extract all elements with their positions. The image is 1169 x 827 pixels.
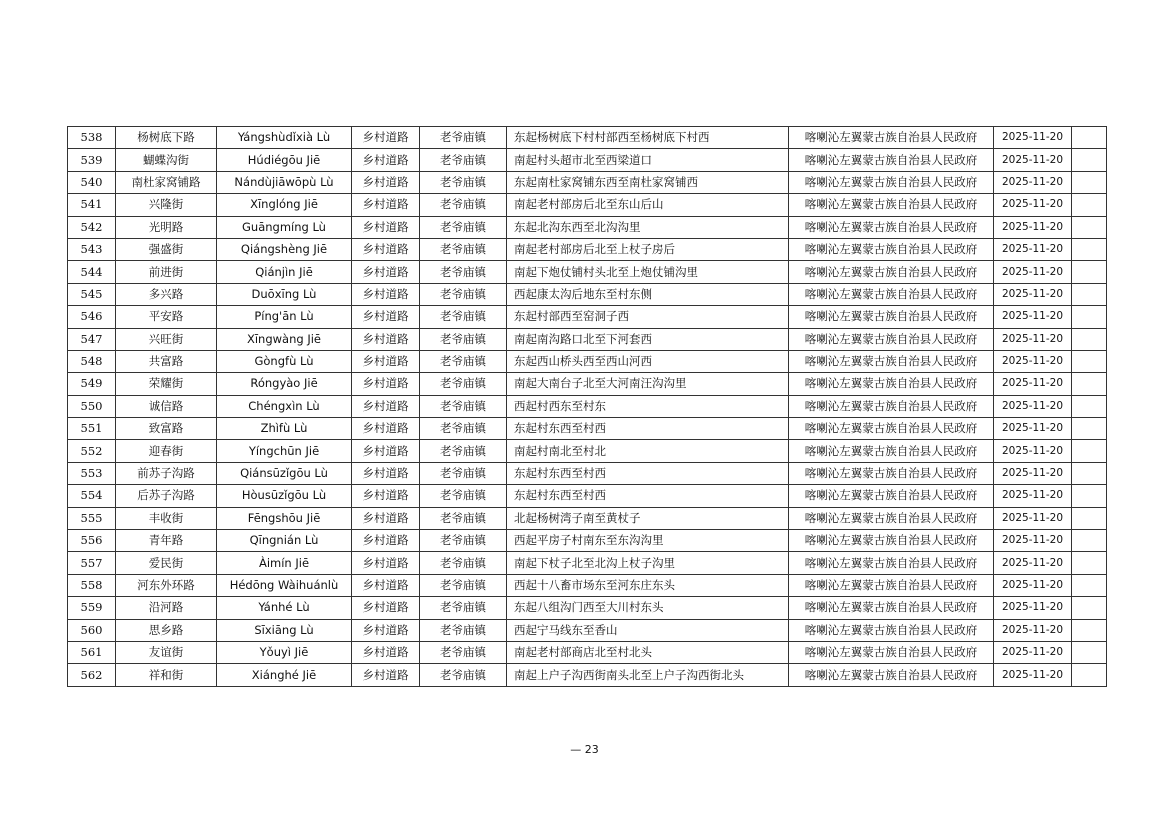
road-type-cell: 乡村道路 [352,149,420,171]
approval-date-cell: 2025-11-20 [994,171,1072,193]
road-name-cell: 祥和街 [116,664,217,686]
table-row [68,328,1107,350]
table-row [68,350,1107,372]
town-name-cell: 老爷庙镇 [420,418,507,440]
road-pinyin-cell: Àimín Jiē [217,552,352,574]
road-description-cell: 东起南杜家窝铺东西至南杜家窝铺西 [507,171,789,193]
row-number-cell: 558 [68,574,116,596]
table-row [68,306,1107,328]
town-name-cell: 老爷庙镇 [420,619,507,641]
row-number-cell: 561 [68,641,116,663]
road-name-cell: 强盛街 [116,238,217,260]
road-description-cell: 南起村南北至村北 [507,440,789,462]
road-type-cell: 乡村道路 [352,462,420,484]
notes-cell [1072,440,1107,462]
row-number-cell: 556 [68,530,116,552]
road-type-cell: 乡村道路 [352,664,420,686]
town-name-cell: 老爷庙镇 [420,373,507,395]
road-description-cell: 东起村东西至村西 [507,462,789,484]
row-number-cell: 560 [68,619,116,641]
road-name-cell: 多兴路 [116,283,217,305]
approving-authority-cell: 喀喇沁左翼蒙古族自治县人民政府 [789,216,994,238]
row-number-cell: 557 [68,552,116,574]
road-pinyin-cell: Hédōng Wàihuánlù [217,574,352,596]
row-number-cell: 540 [68,171,116,193]
approving-authority-cell: 喀喇沁左翼蒙古族自治县人民政府 [789,440,994,462]
road-type-cell: 乡村道路 [352,507,420,529]
row-number-cell: 555 [68,507,116,529]
table-row [68,418,1107,440]
road-pinyin-cell: Nándùjiāwōpù Lù [217,171,352,193]
table-row [68,507,1107,529]
approving-authority-cell: 喀喇沁左翼蒙古族自治县人民政府 [789,283,994,305]
road-name-cell: 杨树底下路 [116,127,217,149]
town-name-cell: 老爷庙镇 [420,462,507,484]
approving-authority-cell: 喀喇沁左翼蒙古族自治县人民政府 [789,485,994,507]
road-name-cell: 前进街 [116,261,217,283]
road-pinyin-cell: Guāngmíng Lù [217,216,352,238]
approving-authority-cell: 喀喇沁左翼蒙古族自治县人民政府 [789,149,994,171]
road-description-cell: 东起杨树底下村村部西至杨树底下村西 [507,127,789,149]
table-row [68,127,1107,149]
town-name-cell: 老爷庙镇 [420,530,507,552]
road-description-cell: 东起西山桥头西至西山河西 [507,350,789,372]
approval-date-cell: 2025-11-20 [994,440,1072,462]
approving-authority-cell: 喀喇沁左翼蒙古族自治县人民政府 [789,328,994,350]
approval-date-cell: 2025-11-20 [994,306,1072,328]
notes-cell [1072,462,1107,484]
approval-date-cell: 2025-11-20 [994,619,1072,641]
table-row [68,216,1107,238]
approving-authority-cell: 喀喇沁左翼蒙古族自治县人民政府 [789,194,994,216]
road-pinyin-cell: Yíngchūn Jiē [217,440,352,462]
approval-date-cell: 2025-11-20 [994,127,1072,149]
road-description-cell: 西起康太沟后地东至村东侧 [507,283,789,305]
table-row [68,373,1107,395]
table-body [68,127,1107,687]
road-type-cell: 乡村道路 [352,350,420,372]
road-type-cell: 乡村道路 [352,171,420,193]
approval-date-cell: 2025-11-20 [994,552,1072,574]
road-description-cell: 南起村头超市北至西梁道口 [507,149,789,171]
approval-date-cell: 2025-11-20 [994,418,1072,440]
approving-authority-cell: 喀喇沁左翼蒙古族自治县人民政府 [789,597,994,619]
town-name-cell: 老爷庙镇 [420,574,507,596]
row-number-cell: 549 [68,373,116,395]
approving-authority-cell: 喀喇沁左翼蒙古族自治县人民政府 [789,507,994,529]
row-number-cell: 546 [68,306,116,328]
approving-authority-cell: 喀喇沁左翼蒙古族自治县人民政府 [789,171,994,193]
road-description-cell: 南起上户子沟西街南头北至上户子沟西街北头 [507,664,789,686]
notes-cell [1072,238,1107,260]
row-number-cell: 538 [68,127,116,149]
approving-authority-cell: 喀喇沁左翼蒙古族自治县人民政府 [789,261,994,283]
road-type-cell: 乡村道路 [352,395,420,417]
row-number-cell: 542 [68,216,116,238]
road-name-cell: 兴旺街 [116,328,217,350]
approving-authority-cell: 喀喇沁左翼蒙古族自治县人民政府 [789,552,994,574]
approval-date-cell: 2025-11-20 [994,216,1072,238]
road-name-cell: 荣耀街 [116,373,217,395]
road-description-cell: 东起北沟东西至北沟沟里 [507,216,789,238]
table-row [68,664,1107,686]
notes-cell [1072,530,1107,552]
notes-cell [1072,306,1107,328]
road-name-cell: 河东外环路 [116,574,217,596]
road-name-cell: 兴隆街 [116,194,217,216]
row-number-cell: 548 [68,350,116,372]
notes-cell [1072,127,1107,149]
road-name-cell: 平安路 [116,306,217,328]
road-name-cell: 迎春街 [116,440,217,462]
row-number-cell: 543 [68,238,116,260]
notes-cell [1072,328,1107,350]
approval-date-cell: 2025-11-20 [994,641,1072,663]
town-name-cell: 老爷庙镇 [420,552,507,574]
road-type-cell: 乡村道路 [352,194,420,216]
notes-cell [1072,507,1107,529]
table-row [68,283,1107,305]
approval-date-cell: 2025-11-20 [994,462,1072,484]
road-type-cell: 乡村道路 [352,485,420,507]
notes-cell [1072,261,1107,283]
road-name-cell: 诚信路 [116,395,217,417]
table-row [68,194,1107,216]
road-pinyin-cell: Píng'ān Lù [217,306,352,328]
road-description-cell: 南起大南台子北至大河南汪沟沟里 [507,373,789,395]
road-name-cell: 致富路 [116,418,217,440]
town-name-cell: 老爷庙镇 [420,216,507,238]
road-pinyin-cell: Xiánghé Jiē [217,664,352,686]
road-type-cell: 乡村道路 [352,440,420,462]
road-name-cell: 后苏子沟路 [116,485,217,507]
road-type-cell: 乡村道路 [352,216,420,238]
road-description-cell: 南起南沟路口北至下河套西 [507,328,789,350]
road-type-cell: 乡村道路 [352,261,420,283]
approval-date-cell: 2025-11-20 [994,530,1072,552]
road-pinyin-cell: Yángshùdǐxià Lù [217,127,352,149]
approving-authority-cell: 喀喇沁左翼蒙古族自治县人民政府 [789,619,994,641]
row-number-cell: 552 [68,440,116,462]
table-row [68,171,1107,193]
approval-date-cell: 2025-11-20 [994,395,1072,417]
road-pinyin-cell: Húdiégōu Jiē [217,149,352,171]
approval-date-cell: 2025-11-20 [994,373,1072,395]
approval-date-cell: 2025-11-20 [994,238,1072,260]
approval-date-cell: 2025-11-20 [994,149,1072,171]
notes-cell [1072,485,1107,507]
approval-date-cell: 2025-11-20 [994,283,1072,305]
approving-authority-cell: 喀喇沁左翼蒙古族自治县人民政府 [789,574,994,596]
town-name-cell: 老爷庙镇 [420,440,507,462]
approval-date-cell: 2025-11-20 [994,574,1072,596]
place-name-table-container [67,126,1107,687]
road-type-cell: 乡村道路 [352,552,420,574]
road-pinyin-cell: Qīngnián Lù [217,530,352,552]
town-name-cell: 老爷庙镇 [420,261,507,283]
road-name-cell: 共富路 [116,350,217,372]
road-name-cell: 爱民街 [116,552,217,574]
approving-authority-cell: 喀喇沁左翼蒙古族自治县人民政府 [789,350,994,372]
road-name-cell: 友谊街 [116,641,217,663]
road-name-cell: 南杜家窝铺路 [116,171,217,193]
road-description-cell: 西起村西东至村东 [507,395,789,417]
approval-date-cell: 2025-11-20 [994,507,1072,529]
approving-authority-cell: 喀喇沁左翼蒙古族自治县人民政府 [789,395,994,417]
road-name-cell: 前苏子沟路 [116,462,217,484]
town-name-cell: 老爷庙镇 [420,395,507,417]
road-description-cell: 西起平房子村南东至东沟沟里 [507,530,789,552]
road-type-cell: 乡村道路 [352,283,420,305]
notes-cell [1072,216,1107,238]
approving-authority-cell: 喀喇沁左翼蒙古族自治县人民政府 [789,462,994,484]
town-name-cell: 老爷庙镇 [420,641,507,663]
town-name-cell: 老爷庙镇 [420,664,507,686]
road-description-cell: 东起村东西至村西 [507,485,789,507]
town-name-cell: 老爷庙镇 [420,238,507,260]
notes-cell [1072,373,1107,395]
notes-cell [1072,552,1107,574]
table-row [68,395,1107,417]
road-pinyin-cell: Zhìfù Lù [217,418,352,440]
road-type-cell: 乡村道路 [352,238,420,260]
row-number-cell: 551 [68,418,116,440]
approval-date-cell: 2025-11-20 [994,194,1072,216]
road-description-cell: 西起宁马线东至香山 [507,619,789,641]
road-pinyin-cell: Sīxiāng Lù [217,619,352,641]
road-pinyin-cell: Qiángshèng Jiē [217,238,352,260]
notes-cell [1072,641,1107,663]
road-pinyin-cell: Qiánjìn Jiē [217,261,352,283]
road-pinyin-cell: Yǒuyì Jiē [217,641,352,663]
notes-cell [1072,149,1107,171]
road-description-cell: 东起八组沟门西至大川村东头 [507,597,789,619]
road-type-cell: 乡村道路 [352,597,420,619]
road-description-cell: 南起老村部房后北至上杖子房后 [507,238,789,260]
table-row [68,552,1107,574]
road-description-cell: 北起杨树湾子南至黄杖子 [507,507,789,529]
road-name-cell: 沿河路 [116,597,217,619]
table-row [68,574,1107,596]
road-pinyin-cell: Gòngfù Lù [217,350,352,372]
approving-authority-cell: 喀喇沁左翼蒙古族自治县人民政府 [789,664,994,686]
town-name-cell: 老爷庙镇 [420,171,507,193]
table-row [68,440,1107,462]
road-type-cell: 乡村道路 [352,530,420,552]
town-name-cell: 老爷庙镇 [420,485,507,507]
approval-date-cell: 2025-11-20 [994,597,1072,619]
road-pinyin-cell: Fēngshōu Jiē [217,507,352,529]
notes-cell [1072,619,1107,641]
road-type-cell: 乡村道路 [352,127,420,149]
road-type-cell: 乡村道路 [352,373,420,395]
row-number-cell: 559 [68,597,116,619]
road-name-cell: 青年路 [116,530,217,552]
road-type-cell: 乡村道路 [352,328,420,350]
town-name-cell: 老爷庙镇 [420,350,507,372]
approval-date-cell: 2025-11-20 [994,350,1072,372]
town-name-cell: 老爷庙镇 [420,127,507,149]
road-pinyin-cell: Duōxīng Lù [217,283,352,305]
road-type-cell: 乡村道路 [352,418,420,440]
table-row [68,261,1107,283]
road-description-cell: 南起下炮仗铺村头北至上炮仗铺沟里 [507,261,789,283]
table-row [68,530,1107,552]
road-pinyin-cell: Xīnglóng Jiē [217,194,352,216]
table-row [68,619,1107,641]
notes-cell [1072,574,1107,596]
approving-authority-cell: 喀喇沁左翼蒙古族自治县人民政府 [789,238,994,260]
road-pinyin-cell: Róngyào Jiē [217,373,352,395]
approval-date-cell: 2025-11-20 [994,664,1072,686]
road-description-cell: 南起老村部商店北至村北头 [507,641,789,663]
row-number-cell: 547 [68,328,116,350]
notes-cell [1072,171,1107,193]
road-description-cell: 东起村部西至窑洞子西 [507,306,789,328]
notes-cell [1072,194,1107,216]
road-name-cell: 丰收街 [116,507,217,529]
road-type-cell: 乡村道路 [352,306,420,328]
road-description-cell: 东起村东西至村西 [507,418,789,440]
row-number-cell: 562 [68,664,116,686]
town-name-cell: 老爷庙镇 [420,507,507,529]
approving-authority-cell: 喀喇沁左翼蒙古族自治县人民政府 [789,373,994,395]
road-name-cell: 光明路 [116,216,217,238]
table-row [68,149,1107,171]
road-description-cell: 南起下杖子北至北沟上杖子沟里 [507,552,789,574]
town-name-cell: 老爷庙镇 [420,597,507,619]
approving-authority-cell: 喀喇沁左翼蒙古族自治县人民政府 [789,418,994,440]
table-row [68,462,1107,484]
road-name-cell: 思乡路 [116,619,217,641]
notes-cell [1072,283,1107,305]
place-name-table [67,126,1107,687]
table-row [68,485,1107,507]
notes-cell [1072,350,1107,372]
row-number-cell: 539 [68,149,116,171]
road-pinyin-cell: Chéngxìn Lù [217,395,352,417]
notes-cell [1072,597,1107,619]
road-pinyin-cell: Qiánsūzǐgōu Lù [217,462,352,484]
row-number-cell: 550 [68,395,116,417]
town-name-cell: 老爷庙镇 [420,194,507,216]
row-number-cell: 545 [68,283,116,305]
approval-date-cell: 2025-11-20 [994,485,1072,507]
row-number-cell: 554 [68,485,116,507]
road-pinyin-cell: Xīngwàng Jiē [217,328,352,350]
table-row [68,641,1107,663]
page-number: — 23 [570,743,599,756]
approval-date-cell: 2025-11-20 [994,328,1072,350]
row-number-cell: 541 [68,194,116,216]
approving-authority-cell: 喀喇沁左翼蒙古族自治县人民政府 [789,306,994,328]
road-description-cell: 西起十八畜市场东至河东庄东头 [507,574,789,596]
road-type-cell: 乡村道路 [352,619,420,641]
approval-date-cell: 2025-11-20 [994,261,1072,283]
road-pinyin-cell: Hòusūzǐgōu Lù [217,485,352,507]
road-description-cell: 南起老村部房后北至东山后山 [507,194,789,216]
table-row [68,238,1107,260]
town-name-cell: 老爷庙镇 [420,306,507,328]
row-number-cell: 553 [68,462,116,484]
approving-authority-cell: 喀喇沁左翼蒙古族自治县人民政府 [789,641,994,663]
town-name-cell: 老爷庙镇 [420,283,507,305]
town-name-cell: 老爷庙镇 [420,328,507,350]
table-row [68,597,1107,619]
town-name-cell: 老爷庙镇 [420,149,507,171]
row-number-cell: 544 [68,261,116,283]
road-type-cell: 乡村道路 [352,574,420,596]
road-type-cell: 乡村道路 [352,641,420,663]
road-name-cell: 蝴蝶沟街 [116,149,217,171]
approving-authority-cell: 喀喇沁左翼蒙古族自治县人民政府 [789,530,994,552]
notes-cell [1072,418,1107,440]
road-pinyin-cell: Yánhé Lù [217,597,352,619]
notes-cell [1072,664,1107,686]
approving-authority-cell: 喀喇沁左翼蒙古族自治县人民政府 [789,127,994,149]
notes-cell [1072,395,1107,417]
